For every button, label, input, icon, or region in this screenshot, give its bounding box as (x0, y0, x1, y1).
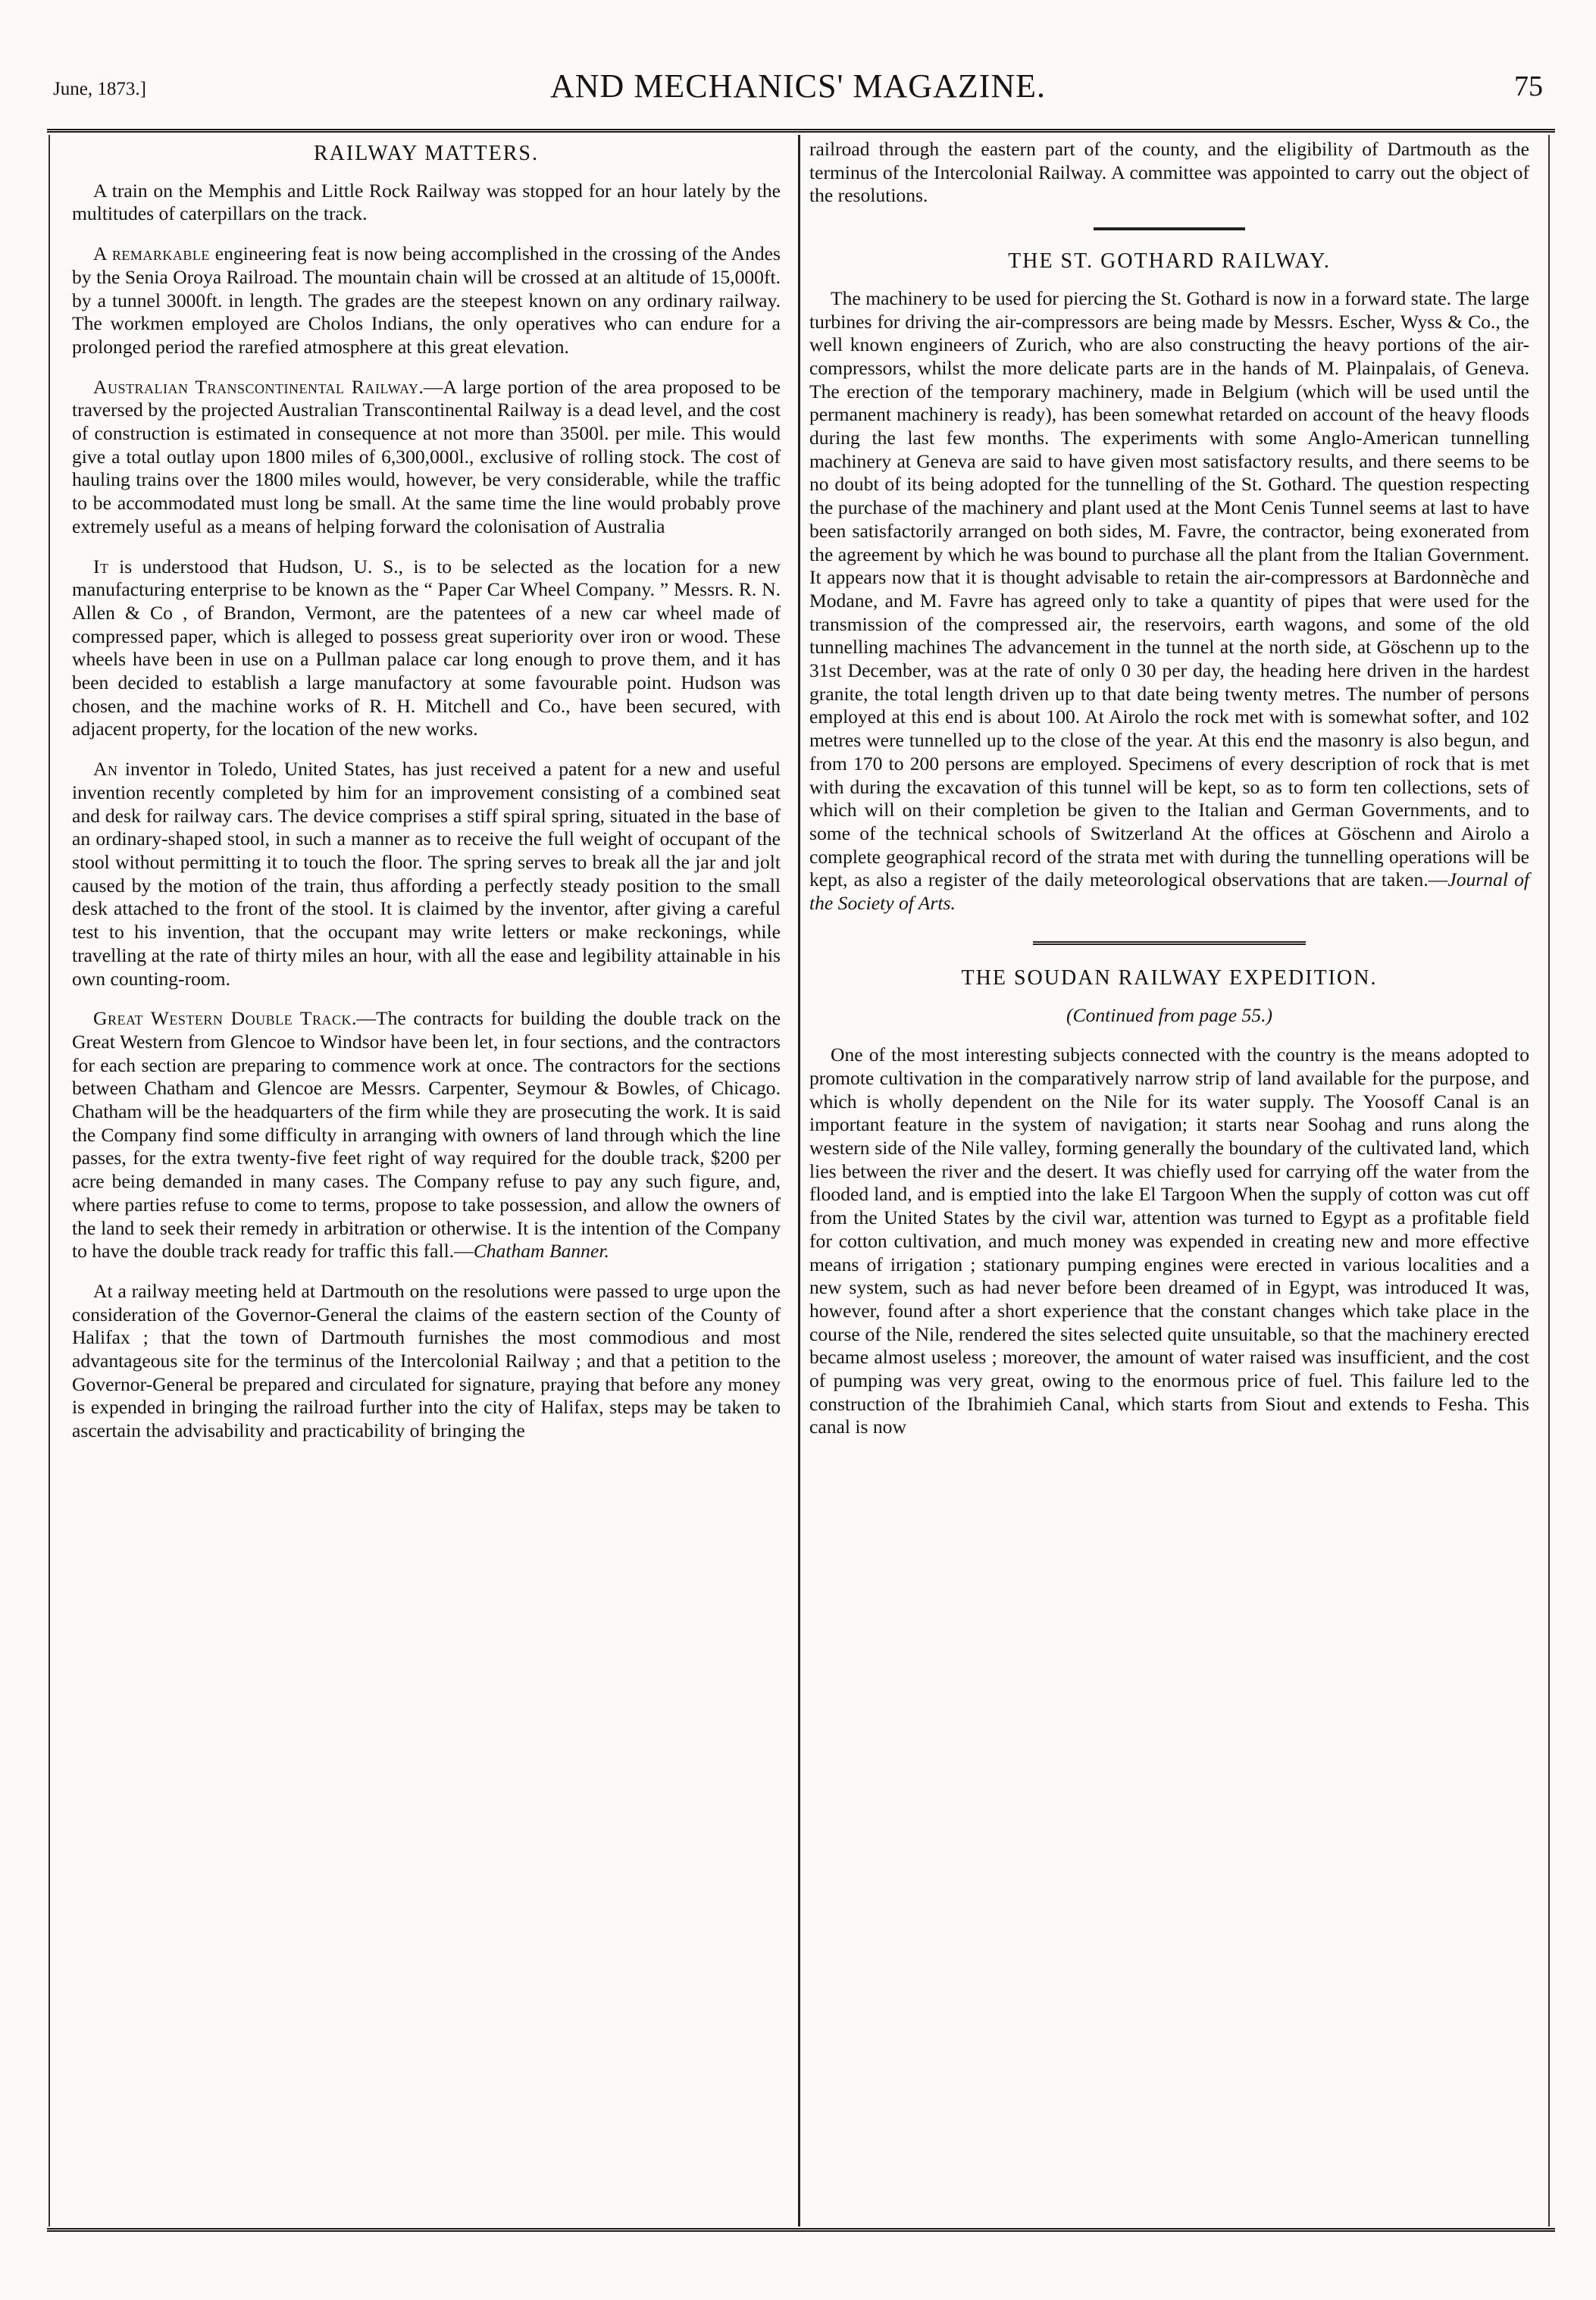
lead-words: A remarkable (93, 243, 210, 265)
lead-words: An (93, 758, 118, 781)
column-divider-rule (798, 135, 800, 2226)
paragraph-railway-desk-invention: An inventor in Toledo, United States, has just received a patent for a new and useful invention recently completed by him for an improvement consisting of a combined seat and desk for railway cars. The device comprises a stiff spiral spring, situated in the base of an ordinary-shaped stool, in such a manner as to receive the full weight of occupant of the stool without permitting it to touch the floor. The spring serves to break all the jar and jolt caused by the motion of the train, thus affording a perfectly steady position to the small desk attached to the front of the stool. It is claimed by the inventor, after giving a careful test to his invention, that the occupant may write letters or make reckonings, while travelling at the rate of thirty miles an hour, with all the ease and legibility attainable in his own counting-room. (72, 758, 781, 990)
running-header (0, 65, 1596, 111)
left-column (72, 138, 781, 1460)
paragraph-dartmouth-continued: railroad through the eastern part of the county, and the eligibility of Dartmouth as the terminus of the Intercolonial Railway. A committee was appointed to carry out the object of the resolutions. (809, 138, 1529, 207)
left-border-rule (49, 135, 50, 2226)
right-border-rule (1548, 135, 1550, 2226)
paragraph-australian-railway: Australian Transcontinental Railway.—A large portion of the area proposed to be traversed by the projected Australian Transcontinental Railway is a dead level, and the cost of construction is estimated in consequence at not more than 3500l. per mile. This would give a total outlay upon 1800 miles of 6,300,000l., exclusive of rolling stock. The cost of hauling trains over the 1800 miles would, however, be very considerable, while the traffic to be accommodated must long be small. At the same time the line would probably prove extremely useful as a means of helping forward the colonisation of Australia (72, 375, 781, 537)
top-double-rule (47, 129, 1555, 136)
issue-date: June, 1873.] (53, 79, 146, 99)
lead-words: Great Western Double Track (93, 1007, 352, 1030)
source-credit: Journal of the Society of Arts. (809, 868, 1529, 915)
paragraph-soudan-irrigation: One of the most interesting subjects connected with the country is the means adopted to promote cultivation in the comparatively narrow strip of land available for the purpose, and which is wholly dependent on the Nile for its water supply. The Yoosoff Canal is an important feature in the system of navigation; it starts near Soohag and runs along the western side of the Nile valley, forming generally the boundary of the cultivated land, which lies between the river and the desert. It was chiefly used for carrying off the water from the flooded land, and is emptied into the lake El Targoon When the supply of cotton was cut off from the United States by the civil war, attention was turned to Egypt as a profitable field for cotton cultivation, and much money was expended in creating new and more effective means of irrigation ; stationary pumping engines were erected in various localities and a new system, such as had never before been dreamed of in Egypt, was introduced It was, however, found after a short experience that the constant changes which take place in the course of the Nile, rendered the sites selected quite unsuitable, so that the machinery erected became almost useless ; moreover, the amount of water raised was insufficient, and the cost of pumping was very great, owing to the enormous price of fuel. This failure led to the construction of the Ibrahimieh Canal, which starts from Siout and extends to Fesha. This canal is now (809, 1044, 1529, 1438)
paragraph-dartmouth-meeting: At a railway meeting held at Dartmouth on the resolutions were passed to urge upon the consideration of the Governor-General the claims of the eastern section of the County of Halifax ; that the town of Dartmouth furnishes the most commodious and most advantageous site for the terminus of the Intercolonial Railway ; and that a petition to the Governor-General be prepared and circulated for signature, praying that before any money is expended in bringing the railroad further into the city of Halifax, steps may be taken to ascertain the advisability and practicability of bringing the (72, 1279, 781, 1442)
paragraph-st-gothard: The machinery to be used for piercing the St. Gothard is now in a forward state. The large turbines for driving the air-compressors are being made by Messrs. Escher, Wyss & Co., the well known engineers of Zurich, who are also constructing the heavy portions of the air-compressors, whilst the more delicate parts are in the hands of M. Plainpalais, of Geneva. The erection of the temporary machinery, made in Belgium (which will be used until the permanent machinery is ready), has been somewhat retarded on account of the heavy floods during the last few months. The experiments with some Anglo-American tunnelling machinery at Geneva are said to have given most satisfactory results, and there seems to be no doubt of its being adopted for the tunnelling of the St. Gothard. The question respecting the purchase of the machinery and plant used at the Mont Cenis Tunnel seems at last to have been satisfactorily arranged on both sides, M. Favre, the contractor, being exonerated from the agreement by which he was bound to purchase all the plant from the Italian Government. It appears now that it is thought advisable to retain the air-compressors at Bardonnèche and Modane, and M. Favre has agreed only to take a quantity of pipes that were used for the transmission of the compressed air, the reservoirs, earth wagons, and some of the old tunnelling machines The advancement in the tunnel at the north side, at Göschenn up to the 31st December, was at the rate of only 0 30 per day, the heading here driven in the hardest granite, the total length driven up to that date being twenty metres. The number of persons employed at this end is about 100. At Airolo the rock met with is somewhat softer, and 102 metres were tunnelled up to the close of the year. At this end the masonry is also begun, and from 170 to 200 persons are employed. Specimens of every description of rock that is met with during the excavation of this tunnel will be kept, so as to form ten collections, sets of which will on their completion be given to the Italian and German Governments, and to some of the technical schools of Switzerland At the offices at Göschenn and Airolo a complete geographical record of the strata met with during the tunnelling operations will be kept, as also a register of the daily meteorological observations that are taken.—Journal of the Society of Arts. (809, 286, 1529, 915)
paragraph-andes-tunnel: A remarkable engineering feat is now being accomplished in the crossing of the Andes by the Senia Oroya Railroad. The mountain chain will be crossed at an altitude of 15,000ft. by a tunnel 3000ft. in length. The grades are the steepest known on any ordinary railway. The workmen employed are Cholos Indians, the only operatives who can endure for a prolonged period the rarefied atmosphere at this great elevation. (72, 243, 781, 358)
right-column (809, 138, 1529, 1456)
masthead: AND MECHANICS' MAGAZINE. (549, 67, 1047, 105)
page-number: 75 (1514, 70, 1543, 102)
paragraph-caterpillars: A train on the Memphis and Little Rock Railway was stopped for an hour lately by the multitudes of caterpillars on the track. (72, 179, 781, 225)
section-title-st-gothard: THE ST. GOTHARD RAILWAY. (1008, 249, 1331, 274)
section-divider (1094, 227, 1245, 230)
source-credit: Chatham Banner. (473, 1240, 609, 1263)
lead-words: Australian Transcontinental Railway (93, 375, 419, 398)
section-divider (1033, 941, 1306, 947)
paragraph-great-western-double-track: Great Western Double Track.—The contracts for building the double track on the Great Western from Glencoe to Windsor have been let, in four sections, and the contractors for each section are preparing to commence work at once. The contractors for the sections between Chatham and Glencoe are Messrs. Carpenter, Seymour & Bowles, of Chicago. Chatham will be the headquarters of the firm while they are prosecuting the work. It is said the Company find some difficulty in arranging with owners of land through which the line passes, for the extra twenty-five feet right of way required for the double track, $200 per acre being demanded in many cases. The Company refuse to pay any such figure, and, where parties refuse to come to terms, propose to take possession, and allow the owners of the land to seek their remedy in arbitration or otherwise. It is the intention of the Company to have the double track ready for traffic this fall.—Chatham Banner. (72, 1007, 781, 1263)
paragraph-paper-car-wheel: It is understood that Hudson, U. S., is to be selected as the location for a new manufacturing enterprise to be known as the “ Paper Car Wheel Company. ” Messrs. R. N. Allen & Co , of Brandon, Vermont, are the patentees of a new car wheel made of compressed paper, which is alleged to possess great superiority over iron or wood. These wheels have been in use on a Pullman palace car long enough to prove them, and it has been decided to establish a large manufactory at some favourable point. Hudson was chosen, and the machine works of R. H. Mitchell and Co., have been secured, with adjacent property, for the location of the new works. (72, 555, 781, 740)
section-title-soudan-railway: THE SOUDAN RAILWAY EXPEDITION. (961, 965, 1378, 990)
continued-note: (Continued from page 55.) (1066, 1003, 1273, 1026)
bottom-double-rule (47, 2228, 1555, 2236)
lead-words: It (93, 555, 109, 577)
section-title-railway-matters: RAILWAY MATTERS. (314, 142, 539, 165)
